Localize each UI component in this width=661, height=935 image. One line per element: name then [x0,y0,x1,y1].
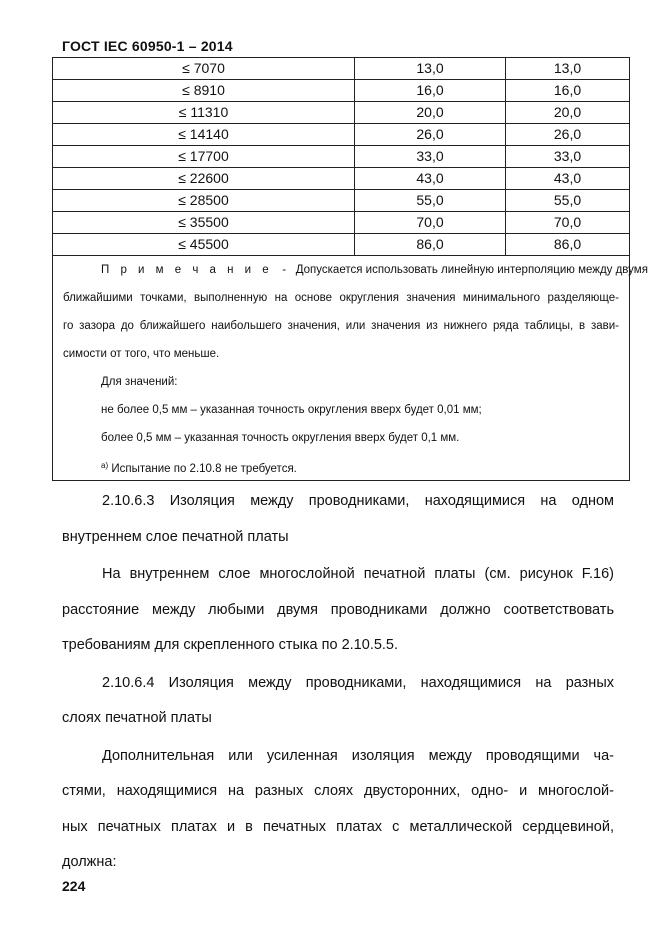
document-header: ГОСТ IEC 60950-1 – 2014 [62,38,233,54]
table-cell: 33,0 [506,146,630,168]
table-cell: ≤ 45500 [53,234,355,256]
table-cell: 86,0 [355,234,506,256]
table-row [53,124,630,146]
table-cell: 43,0 [355,168,506,190]
table-row [53,190,630,212]
paragraph-line: расстояние между любыми двумя проводниками должно соответствовать [62,601,614,618]
section-heading-2-10-6-3: 2.10.6.3 Изоляция между проводниками, находящимися на одном [102,493,614,509]
page-number: 224 [62,878,86,894]
paragraph-line: стями, находящимися на разных слоях двусторонних, одно- и многослой- [62,783,614,799]
note-line [63,256,648,284]
table-cell: 33,0 [355,146,506,168]
note-line: Для значений: [101,376,178,388]
table-note [53,256,648,481]
section-heading-continuation: слоях печатной платы [62,710,212,726]
table-cell: ≤ 35500 [53,212,355,234]
table-cell: 26,0 [506,124,630,146]
table-row [53,234,630,256]
table-cell: ≤ 8910 [53,80,355,102]
table-row [53,102,630,124]
clearance-table [52,57,648,481]
paragraph-line: ных печатных платах и в печатных платах с металлической сердцевиной, [62,818,614,835]
section-heading-continuation: внутреннем слое печатной платы [62,528,289,545]
paragraph-line: требованиям для скрепленного стыка по 2.10.5.5. [62,637,399,653]
note-text: Допускается использовать линейную интерполяцию между двумя [295,264,648,276]
footnote-line [63,452,619,480]
footnote-text: Испытание по 2.10.8 не требуется. [111,463,297,475]
table-cell: ≤ 11310 [53,102,355,124]
paragraph-line: На внутреннем слое многослойной печатной платы (см. рисунок F.16) [102,566,614,582]
section-heading-2-10-6-4: 2.10.6.4 Изоляция между проводниками, находящимися на разных [102,674,614,691]
note-label: П р и м е ч а н и е [101,264,273,276]
table-cell: ≤ 7070 [53,58,355,80]
note-line: более 0,5 мм – указанная точность округления вверх будет 0,1 мм. [101,432,460,444]
note-line: го зазора до ближайшего наибольшего значения, или значения из нижнего ряда таблицы, в зави- [63,320,619,332]
table-cell: 26,0 [355,124,506,146]
table-row [53,168,630,190]
table-cell: ≤ 22600 [53,168,355,190]
table-cell: 55,0 [506,190,630,212]
table-cell: 20,0 [506,102,630,124]
table-note-row [53,256,630,481]
note-dash: - [282,264,287,276]
table-cell: 13,0 [506,58,630,80]
table-row [53,146,630,168]
table-cell: 86,0 [506,234,630,256]
table-cell: 16,0 [506,80,630,102]
table-row [53,58,630,80]
table-cell: ≤ 28500 [53,190,355,212]
table-cell: 55,0 [355,190,506,212]
table-cell: 70,0 [355,212,506,234]
table-cell: 70,0 [506,212,630,234]
table-cell: 20,0 [355,102,506,124]
table-cell: 16,0 [355,80,506,102]
note-line: симости от того, что меньше. [63,348,220,360]
paragraph-line: Дополнительная или усиленная изоляция между проводящими ча- [102,747,614,764]
paragraph-line: должна: [62,854,117,870]
table-cell: ≤ 14140 [53,124,355,146]
table-row [53,80,630,102]
note-line: не более 0,5 мм – указанная точность округления вверх будет 0,01 мм; [101,404,482,416]
table-cell: ≤ 17700 [53,146,355,168]
note-line: ближайшими точками, выполненную на основе округления значения минимального разделяюще- [63,292,619,304]
table-row [53,212,630,234]
footnote-mark: a) [101,461,109,470]
body-text [62,484,614,881]
table-cell: 43,0 [506,168,630,190]
table-cell: 13,0 [355,58,506,80]
